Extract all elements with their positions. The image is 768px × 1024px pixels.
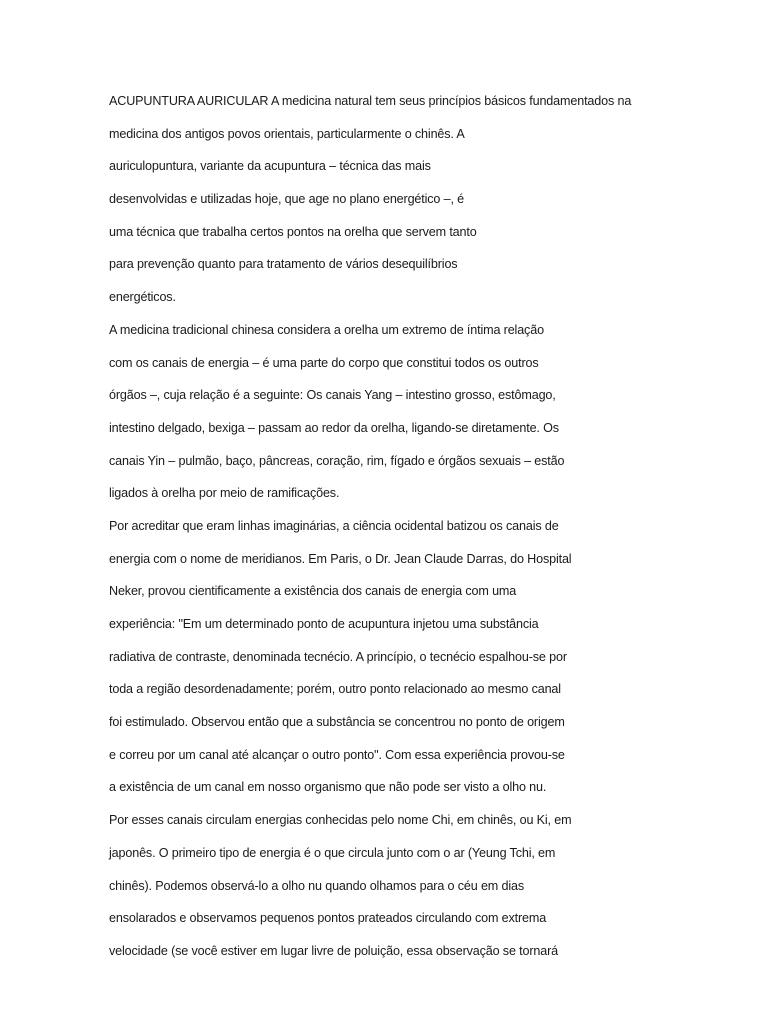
- text-line: japonês. O primeiro tipo de energia é o que circula junto com o ar (Yeung Tchi, em: [109, 845, 556, 860]
- text-line: uma técnica que trabalha certos pontos na orelha que servem tanto: [109, 224, 477, 239]
- text-line: intestino delgado, bexiga – passam ao redor da orelha, ligando-se diretamente. Os: [109, 420, 559, 435]
- text-line: e correu por um canal até alcançar o outro ponto". Com essa experiência provou-se: [109, 747, 565, 762]
- text-line: A medicina tradicional chinesa considera a orelha um extremo de íntima relação: [109, 322, 544, 337]
- text-line: Por acreditar que eram linhas imaginárias, a ciência ocidental batizou os canais de: [109, 518, 559, 533]
- text-line: energia com o nome de meridianos. Em Paris, o Dr. Jean Claude Darras, do Hospital: [109, 551, 572, 566]
- text-line: desenvolvidas e utilizadas hoje, que age no plano energético –, é: [109, 192, 465, 207]
- text-line: foi estimulado. Observou então que a substância se concentrou no ponto de origem: [109, 715, 565, 730]
- text-line: órgãos –, cuja relação é a seguinte: Os canais Yang – intestino grosso, estômago,: [109, 388, 556, 403]
- text-line: velocidade (se você estiver em lugar livre de poluição, essa observação se tornará: [109, 943, 559, 958]
- text-line: medicina dos antigos povos orientais, particularmente o chinês. A: [109, 126, 465, 141]
- text-line: com os canais de energia – é uma parte do corpo que constitui todos os outros: [109, 355, 539, 370]
- text-line: Neker, provou cientificamente a existência dos canais de energia com uma: [109, 584, 517, 599]
- text-line: chinês). Podemos observá-lo a olho nu quando olhamos para o céu em dias: [109, 878, 524, 893]
- text-line: radiativa de contraste, denominada tecnécio. A princípio, o tecnécio espalhou-se por: [109, 649, 567, 664]
- text-line: toda a região desordenadamente; porém, outro ponto relacionado ao mesmo canal: [109, 682, 561, 697]
- document-text-body: [109, 89, 709, 972]
- text-line: Por esses canais circulam energias conhecidas pelo nome Chi, em chinês, ou Ki, em: [109, 813, 572, 828]
- text-line: ligados à orelha por meio de ramificações.: [109, 486, 340, 501]
- text-line: ensolarados e observamos pequenos pontos prateados circulando com extrema: [109, 911, 547, 926]
- text-line: para prevenção quanto para tratamento de vários desequilíbrios: [109, 257, 458, 272]
- text-line: energéticos.: [109, 290, 176, 305]
- text-line: a existência de um canal em nosso organismo que não pode ser visto a olho nu.: [109, 780, 547, 795]
- text-line: auriculopuntura, variante da acupuntura – técnica das mais: [109, 159, 431, 174]
- text-line: ACUPUNTURA AURICULAR A medicina natural tem seus princípios básicos fundamentados na: [109, 94, 632, 108]
- text-line: experiência: "Em um determinado ponto de acupuntura injetou uma substância: [109, 617, 539, 631]
- text-line: canais Yin – pulmão, baço, pâncreas, coração, rim, fígado e órgãos sexuais – estão: [109, 453, 565, 468]
